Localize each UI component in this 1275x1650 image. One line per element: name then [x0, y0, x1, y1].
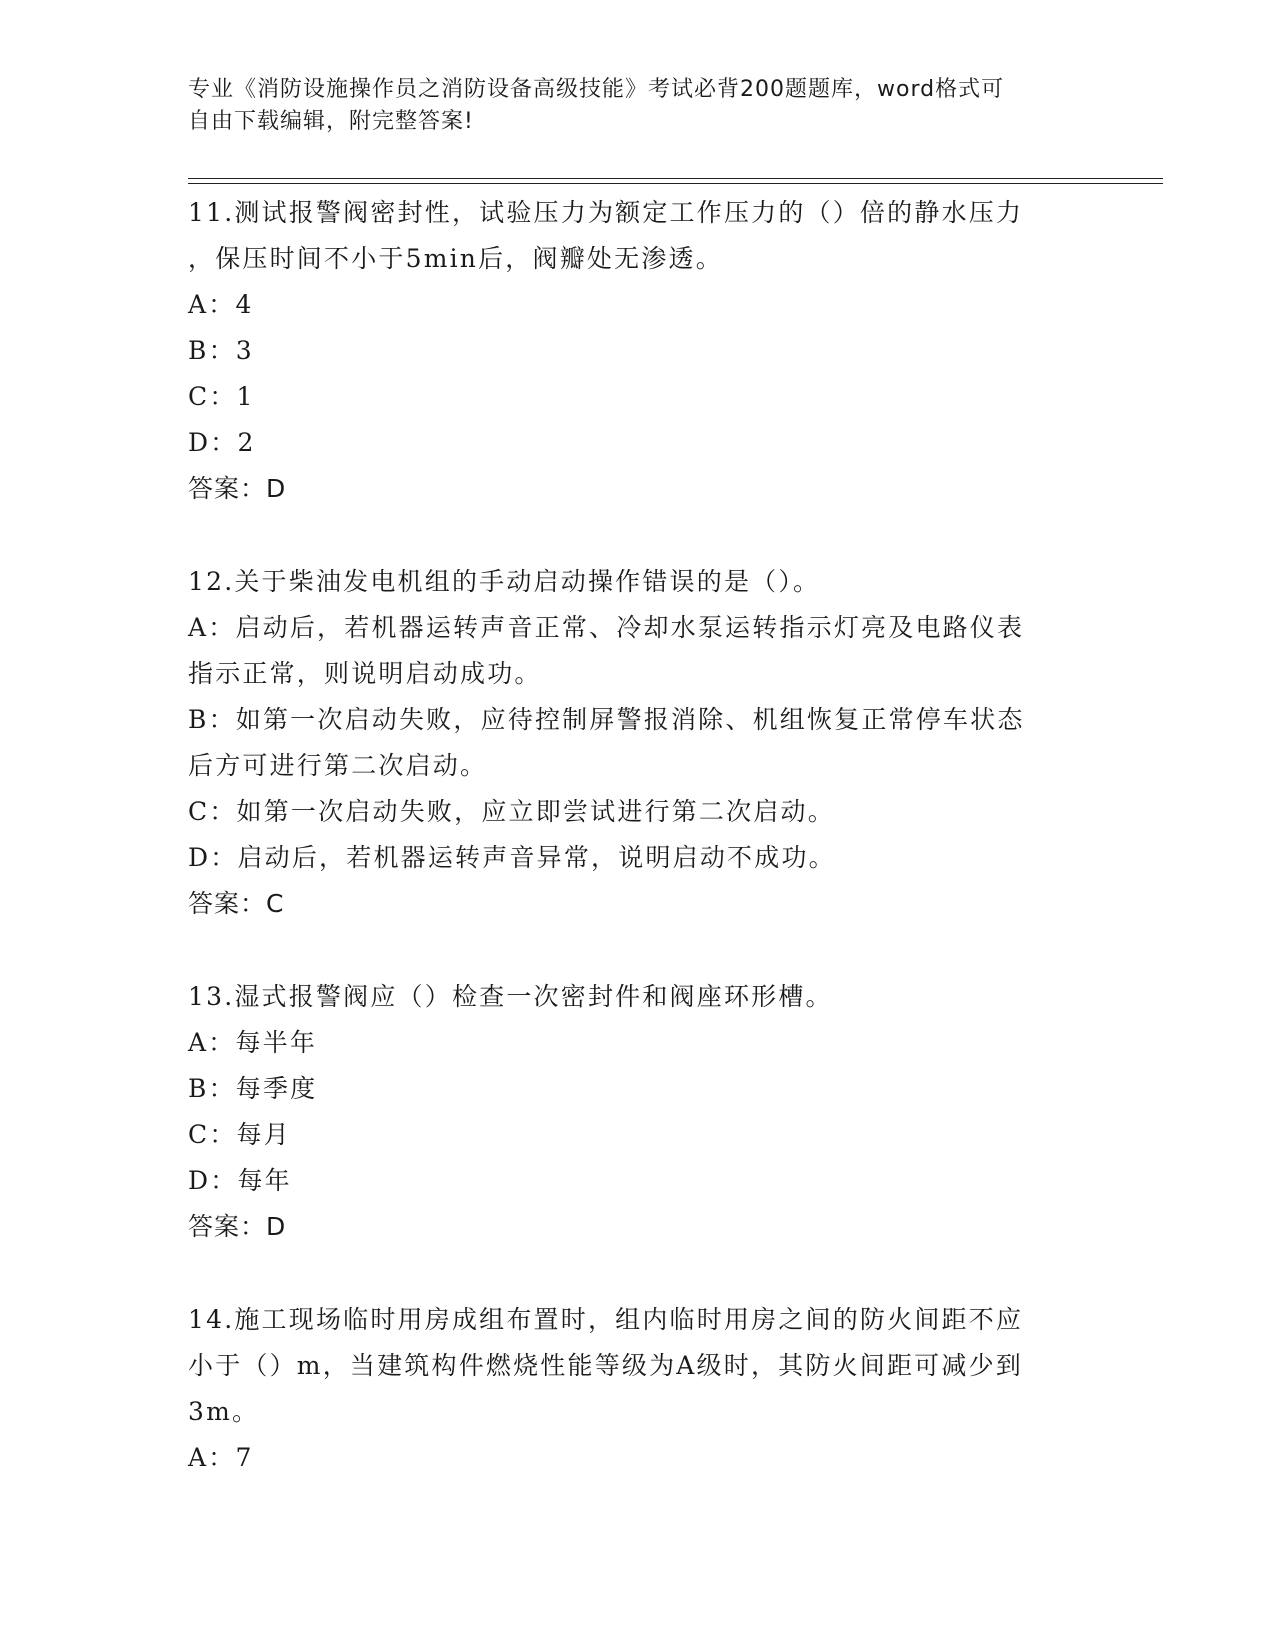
answer-label: 答案：C: [188, 889, 285, 918]
question-stem: ，保压时间不小于5min后，阀瓣处无渗透。: [188, 244, 723, 273]
document-header: [188, 74, 1088, 138]
option-c: C：每月: [188, 1120, 291, 1149]
answer-label: 答案：D: [188, 1212, 287, 1241]
option-a: A：7: [188, 1443, 254, 1472]
option-d: D：每年: [188, 1166, 292, 1195]
option-d: D：启动后，若机器运转声音异常，说明启动不成功。: [188, 843, 836, 872]
option-a: A：启动后，若机器运转声音正常、冷却水泵运转指示灯亮及电路仪表: [188, 613, 1025, 642]
question-stem: 小于（）m，当建筑构件燃烧性能等级为A级时，其防火间距可减少到: [188, 1351, 1023, 1380]
question-stem: 13.湿式报警阀应（）检查一次密封件和阀座环形槽。: [188, 982, 833, 1011]
header-divider-top: [188, 178, 1163, 179]
option-a: A：每半年: [188, 1028, 318, 1057]
option-c: C：如第一次启动失败，应立即尝试进行第二次启动。: [188, 797, 835, 826]
question-list: [188, 190, 1088, 1528]
question-stem: 12.关于柴油发电机组的手动启动操作错误的是（）。: [188, 567, 821, 596]
question-14: [188, 1297, 1088, 1481]
question-11: [188, 190, 1088, 512]
question-13: [188, 974, 1088, 1250]
question-12: [188, 559, 1088, 927]
option-a-continued: 指示正常，则说明启动成功。: [188, 659, 542, 688]
question-stem: 14.施工现场临时用房成组布置时，组内临时用房之间的防火间距不应: [188, 1305, 1024, 1334]
question-stem: 11.测试报警阀密封性，试验压力为额定工作压力的（）倍的静水压力: [188, 198, 1024, 227]
option-b: B：每季度: [188, 1074, 318, 1103]
option-b-continued: 后方可进行第二次启动。: [188, 751, 488, 780]
answer-label: 答案：D: [188, 474, 287, 503]
option-d: D：2: [188, 428, 256, 457]
question-stem: 3m。: [188, 1397, 260, 1426]
header-line-2: 自由下载编辑，附完整答案!: [188, 109, 474, 134]
header-divider-bottom: [188, 183, 1163, 184]
option-b: B：3: [188, 336, 254, 365]
option-b: B：如第一次启动失败，应待控制屏警报消除、机组恢复正常停车状态: [188, 705, 1025, 734]
option-a: A：4: [188, 290, 254, 319]
header-line-1: 专业《消防设施操作员之消防设备高级技能》考试必背200题题库，word格式可: [188, 77, 1005, 102]
option-c: C：1: [188, 382, 255, 411]
